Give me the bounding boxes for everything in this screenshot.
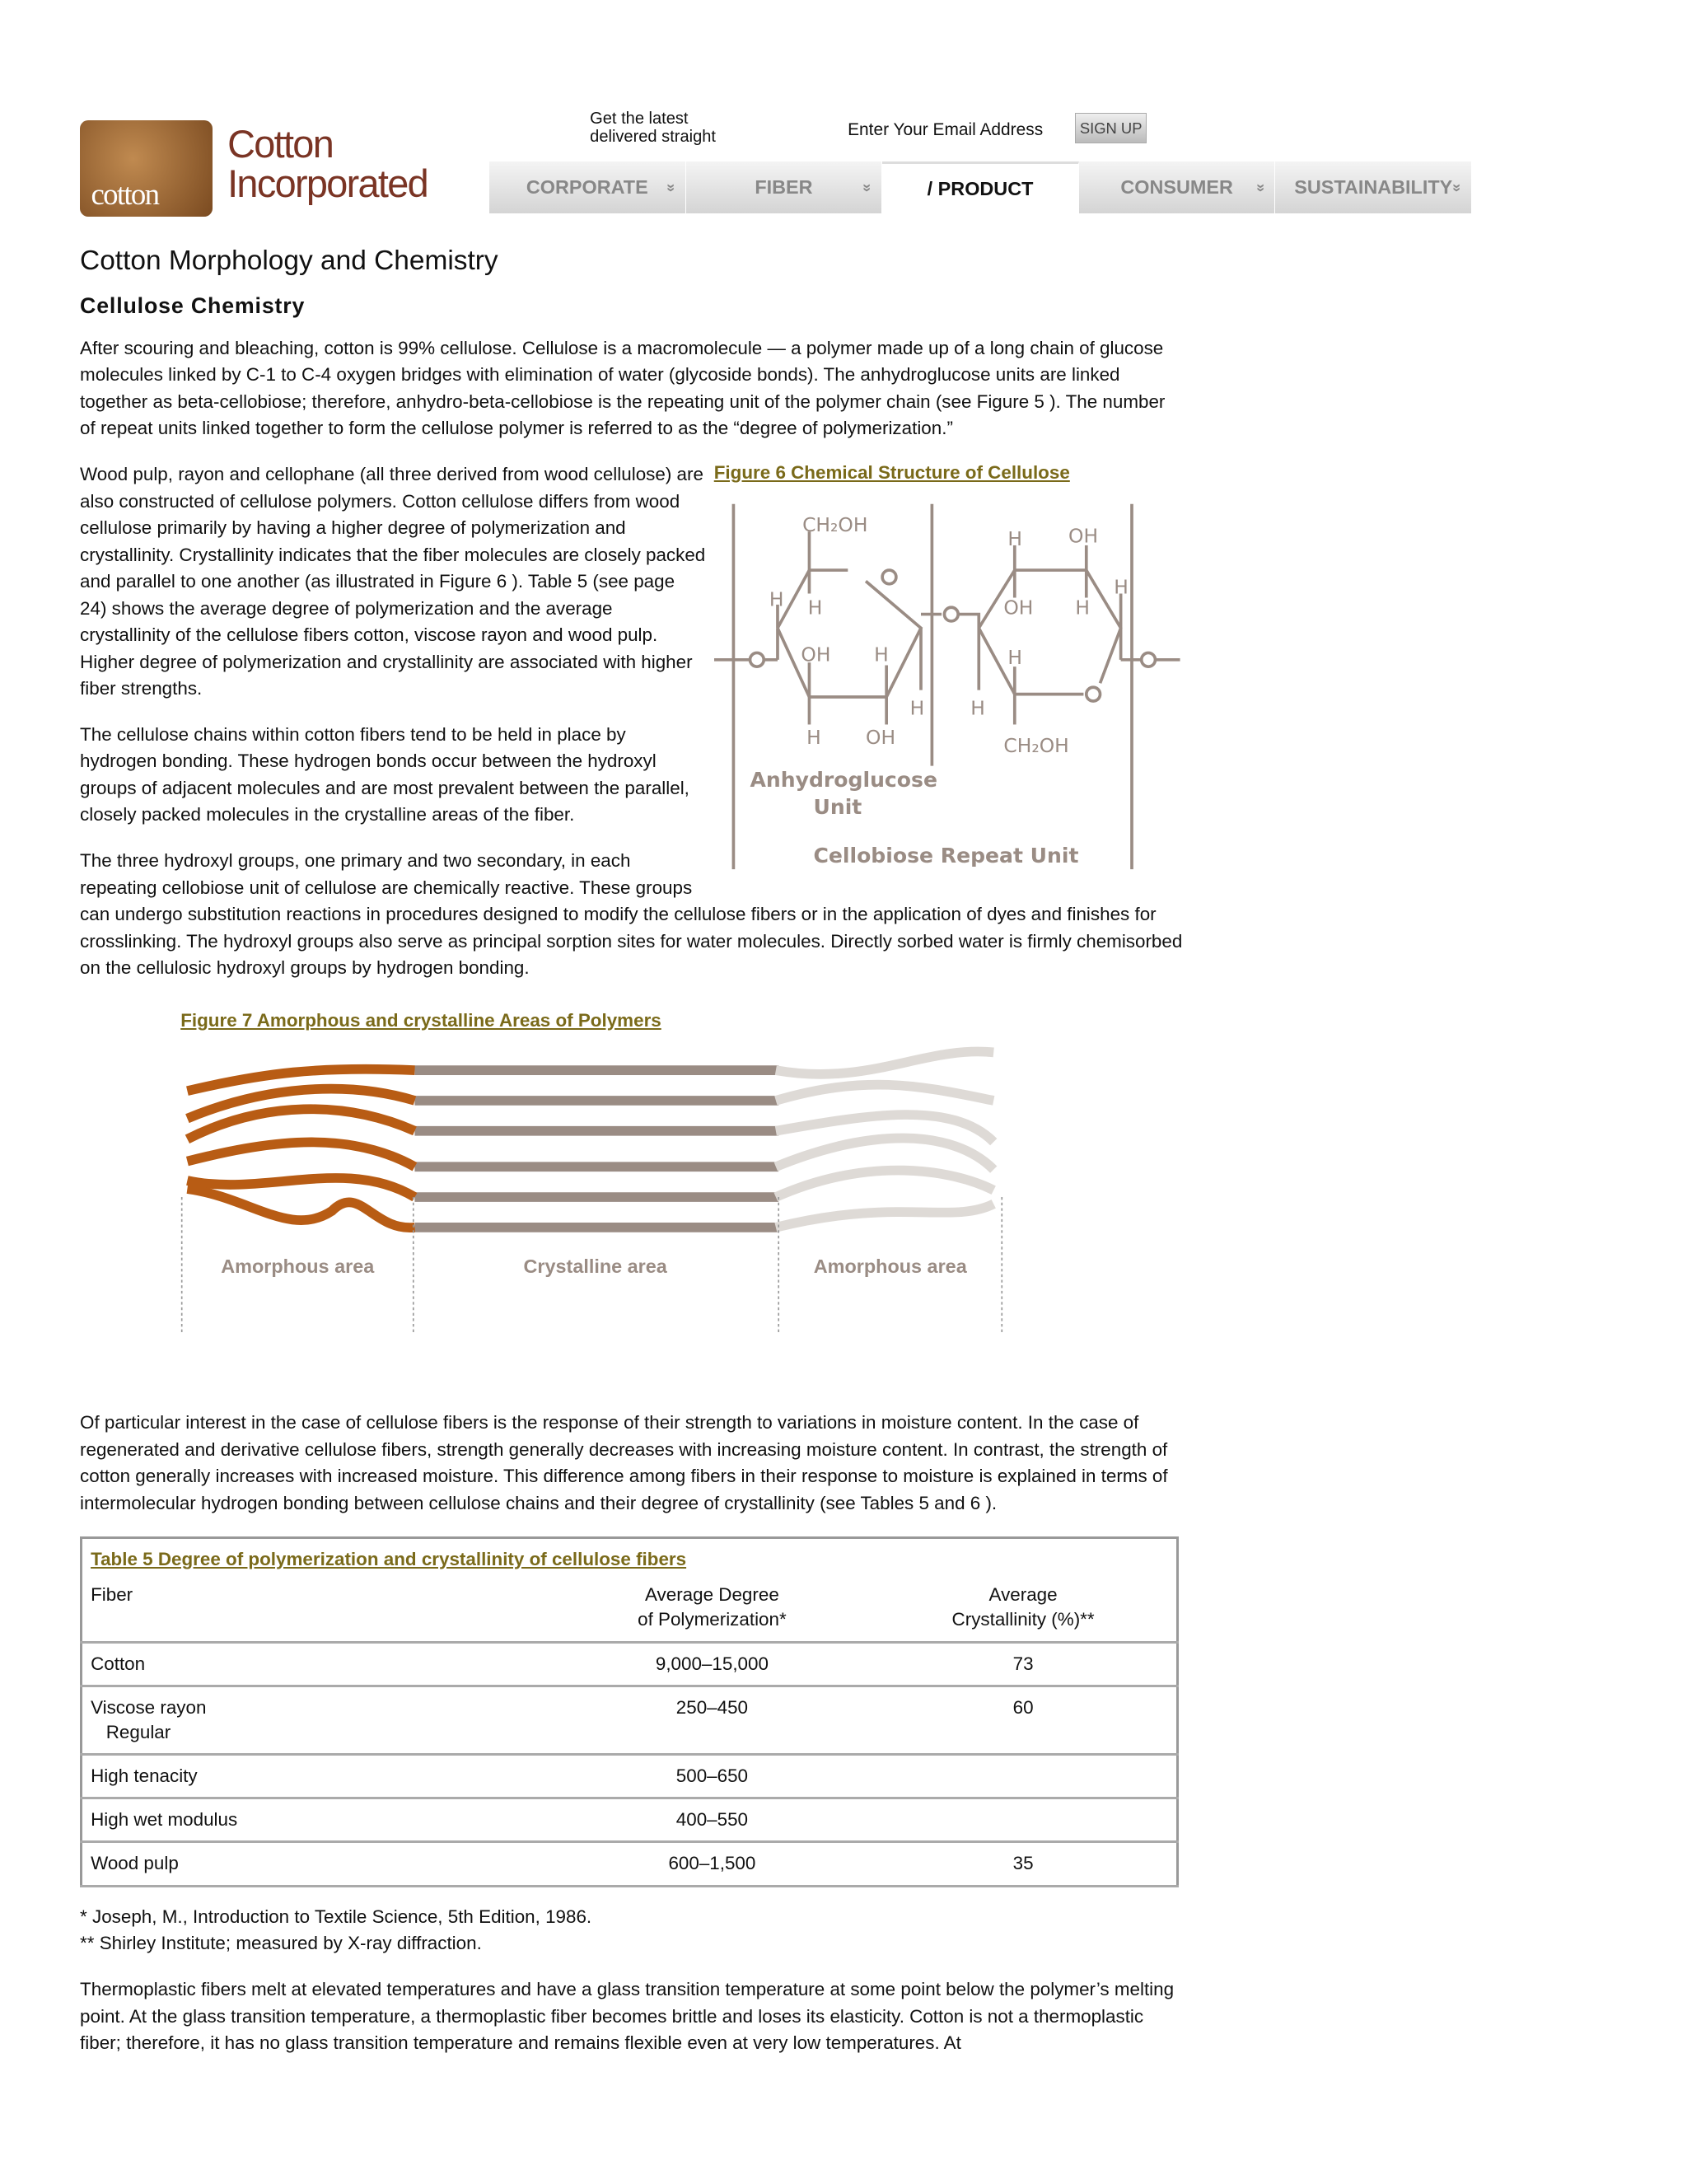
svg-text:H: H [769, 587, 784, 611]
nav-tab[interactable] [1275, 161, 1472, 214]
figure-7 [180, 1007, 1166, 1369]
table-cell [871, 1755, 1178, 1798]
figure-7-link[interactable]: Figure 7 Amorphous and crystalline Areas of Polymers [180, 1009, 661, 1031]
table-5 [80, 1536, 1179, 1887]
svg-text:H: H [909, 696, 924, 720]
polymer-areas-diagram [180, 1045, 1166, 1363]
svg-text:H: H [1114, 575, 1129, 599]
paragraph: Wood pulp, rayon and cellophane (all three derived from wood cellulose) are also constructed of cellulose polymers. Cotton cellulose differs from wood cellulose primarily by having a higher degree of polymerization and crystallinity. Crystallinity indicates that the fiber molecules are closely packed and parallel to one another (as illustrated in Figure 6 ). Table 5 (see page 24) shows the average degree of polymerization and the average crystallinity of the cellulose fibers cotton, viscose rayon and wood pulp. Higher degree of polymerization and crystallinity are associated with higher fiber strengths. [80, 464, 706, 699]
paragraph: The three hydroxyl groups, one primary and two secondary, in each repeating cellobiose unit of cellulose are chemically reactive. These groups can undergo substitution reactions in procedures designed to modify the cellulose fibers or in the application of dyes and finishes for crosslinking. The hydroxyl groups also serve as principal sorption sites for water molecules. Directly sorbed water is firmly chemisorbed on the cellulosic hydroxyl groups by hydrogen bonding. [80, 850, 1183, 979]
svg-text:H: H [873, 643, 889, 666]
brand-name[interactable]: Cotton Incorporated [227, 122, 428, 206]
table-cell: Average Degree of Polymerization* [554, 1574, 870, 1642]
table-cell: 250–450 [554, 1686, 870, 1754]
area-label: Crystalline area [523, 1256, 668, 1278]
table-cell: 35 [871, 1842, 1178, 1886]
table-cell: 9,000–15,000 [554, 1642, 870, 1686]
svg-text:Unit: Unit [813, 794, 862, 819]
paragraph: Of particular interest in the case of cellulose fibers is the response of their strength to variations in moisture content. In the case of regenerated and derivative cellulose fibers, strength generally decreases with increasing moisture content. In contrast, the strength of cotton generally increases with increased moisture. This difference among fibers in their response to moisture is explained in terms of intermolecular hydrogen bonding between cellulose chains and their degree of crystallinity (see Tables 5 and 6 ). [80, 1412, 1168, 1513]
svg-text:H: H [970, 696, 985, 720]
figure-6 [714, 459, 1183, 868]
table-cell: High wet modulus [82, 1798, 554, 1842]
svg-text:H: H [1007, 526, 1022, 550]
svg-text:H: H [807, 596, 823, 620]
logo-wordmark: cotton [91, 177, 159, 212]
table-cell: 600–1,500 [554, 1842, 870, 1886]
svg-text:OH: OH [865, 725, 895, 749]
newsletter-text: Get the latest delivered straight [590, 109, 716, 146]
nav-tab[interactable] [882, 161, 1079, 214]
chevron-down-icon: » [859, 183, 877, 192]
nav-tab[interactable] [489, 161, 686, 214]
chevron-down-icon: » [662, 183, 680, 192]
svg-text:H: H [1075, 596, 1090, 620]
svg-text:H: H [1007, 645, 1022, 669]
table-row [82, 1642, 1178, 1686]
table-5-link[interactable]: Table 5 Degree of polymerization and crystallinity of cellulose fibers [91, 1548, 687, 1569]
table-cell: 500–650 [554, 1755, 870, 1798]
chevron-down-icon: » [1252, 183, 1270, 192]
svg-text:CH₂OH: CH₂OH [801, 512, 868, 536]
paragraph: The cellulose chains within cotton fibers tend to be held in place by hydrogen bonding. These hydrogen bonds occur between the hydroxyl groups of adjacent molecules and are most prevalent between the parallel, closely packed molecules in the crystalline areas of the fiber. [80, 723, 689, 825]
chevron-down-icon: » [1449, 183, 1467, 192]
paragraph: Thermoplastic fibers melt at elevated temperatures and have a glass transition temperature at some point below the polymer’s melting point. At the glass transition temperature, a thermoplastic fiber becomes brittle and loses its elasticity. Cotton is not a thermoplastic fiber; therefore, it has no glass transition temperature and remains flexible even at very low temperatures. At [80, 1979, 1175, 2053]
table-row [82, 1755, 1178, 1798]
paragraph: After scouring and bleaching, cotton is 99% cellulose. Cellulose is a macromolecule — a polymer made up of a long chain of glucose molecules linked by C-1 to C-4 oxygen bridges with elimination of water (glycoside bonds). The anhydroglucose units are linked together as beta-cellobiose; therefore, anhydro-beta-cellobiose is the repeating unit of the polymer chain (see Figure 5 ). The number of repeat units linked together to form the cellulose polymer is referred to as the “degree of polymerization.” [80, 338, 1166, 439]
svg-text:OH: OH [801, 643, 831, 666]
nav-tab[interactable] [686, 161, 883, 214]
table-cell: Wood pulp [82, 1842, 554, 1886]
page-title: Cotton Morphology and Chemistry [80, 245, 498, 276]
table-cell: Fiber [82, 1574, 554, 1642]
footnote: * Joseph, M., Introduction to Textile Science, 5th Edition, 1986. [80, 1906, 592, 1927]
section-heading: Cellulose Chemistry [80, 292, 306, 318]
table-row [82, 1686, 1178, 1754]
cellulose-structure-diagram [714, 490, 1183, 868]
table-cell: 60 [871, 1686, 1178, 1754]
svg-text:Cellobiose Repeat Unit: Cellobiose Repeat Unit [813, 843, 1079, 868]
table-cell: 73 [871, 1642, 1178, 1686]
table-cell: Cotton [82, 1642, 554, 1686]
email-field[interactable]: Enter Your Email Address [848, 119, 1044, 139]
table-row [82, 1798, 1178, 1842]
svg-text:Anhydroglucose: Anhydroglucose [750, 767, 937, 792]
table-row [82, 1842, 1178, 1886]
table-cell: Average Crystallinity (%)** [871, 1574, 1178, 1642]
nav-tab-label: CONSUMER [1120, 176, 1233, 199]
svg-text:OH: OH [1068, 524, 1098, 548]
svg-text:CH₂OH: CH₂OH [1003, 733, 1069, 757]
nav-tab-label: FIBER [755, 176, 813, 199]
table-header-row [82, 1574, 1178, 1642]
area-label: Amorphous area [813, 1256, 967, 1278]
main-nav [489, 161, 1472, 214]
table-cell [871, 1798, 1178, 1842]
area-label: Amorphous area [221, 1256, 375, 1278]
svg-text:OH: OH [1003, 596, 1034, 620]
table-cell: Viscose rayon Regular [82, 1686, 554, 1754]
figure-6-link[interactable]: Figure 6 Chemical Structure of Cellulose [713, 461, 1070, 483]
article [80, 246, 1183, 2076]
nav-tab[interactable] [1079, 161, 1276, 214]
table-cell: 400–550 [554, 1798, 870, 1842]
footnote: ** Shirley Institute; measured by X-ray diffraction. [80, 1933, 482, 1954]
svg-text:H: H [806, 725, 821, 749]
nav-tab-label: CORPORATE [526, 176, 648, 199]
nav-tab-label: / PRODUCT [927, 177, 1034, 199]
table-cell: High tenacity [82, 1755, 554, 1798]
nav-tab-label: SUSTAINABILITY [1294, 176, 1453, 199]
signup-button[interactable]: SIGN UP [1075, 113, 1147, 143]
